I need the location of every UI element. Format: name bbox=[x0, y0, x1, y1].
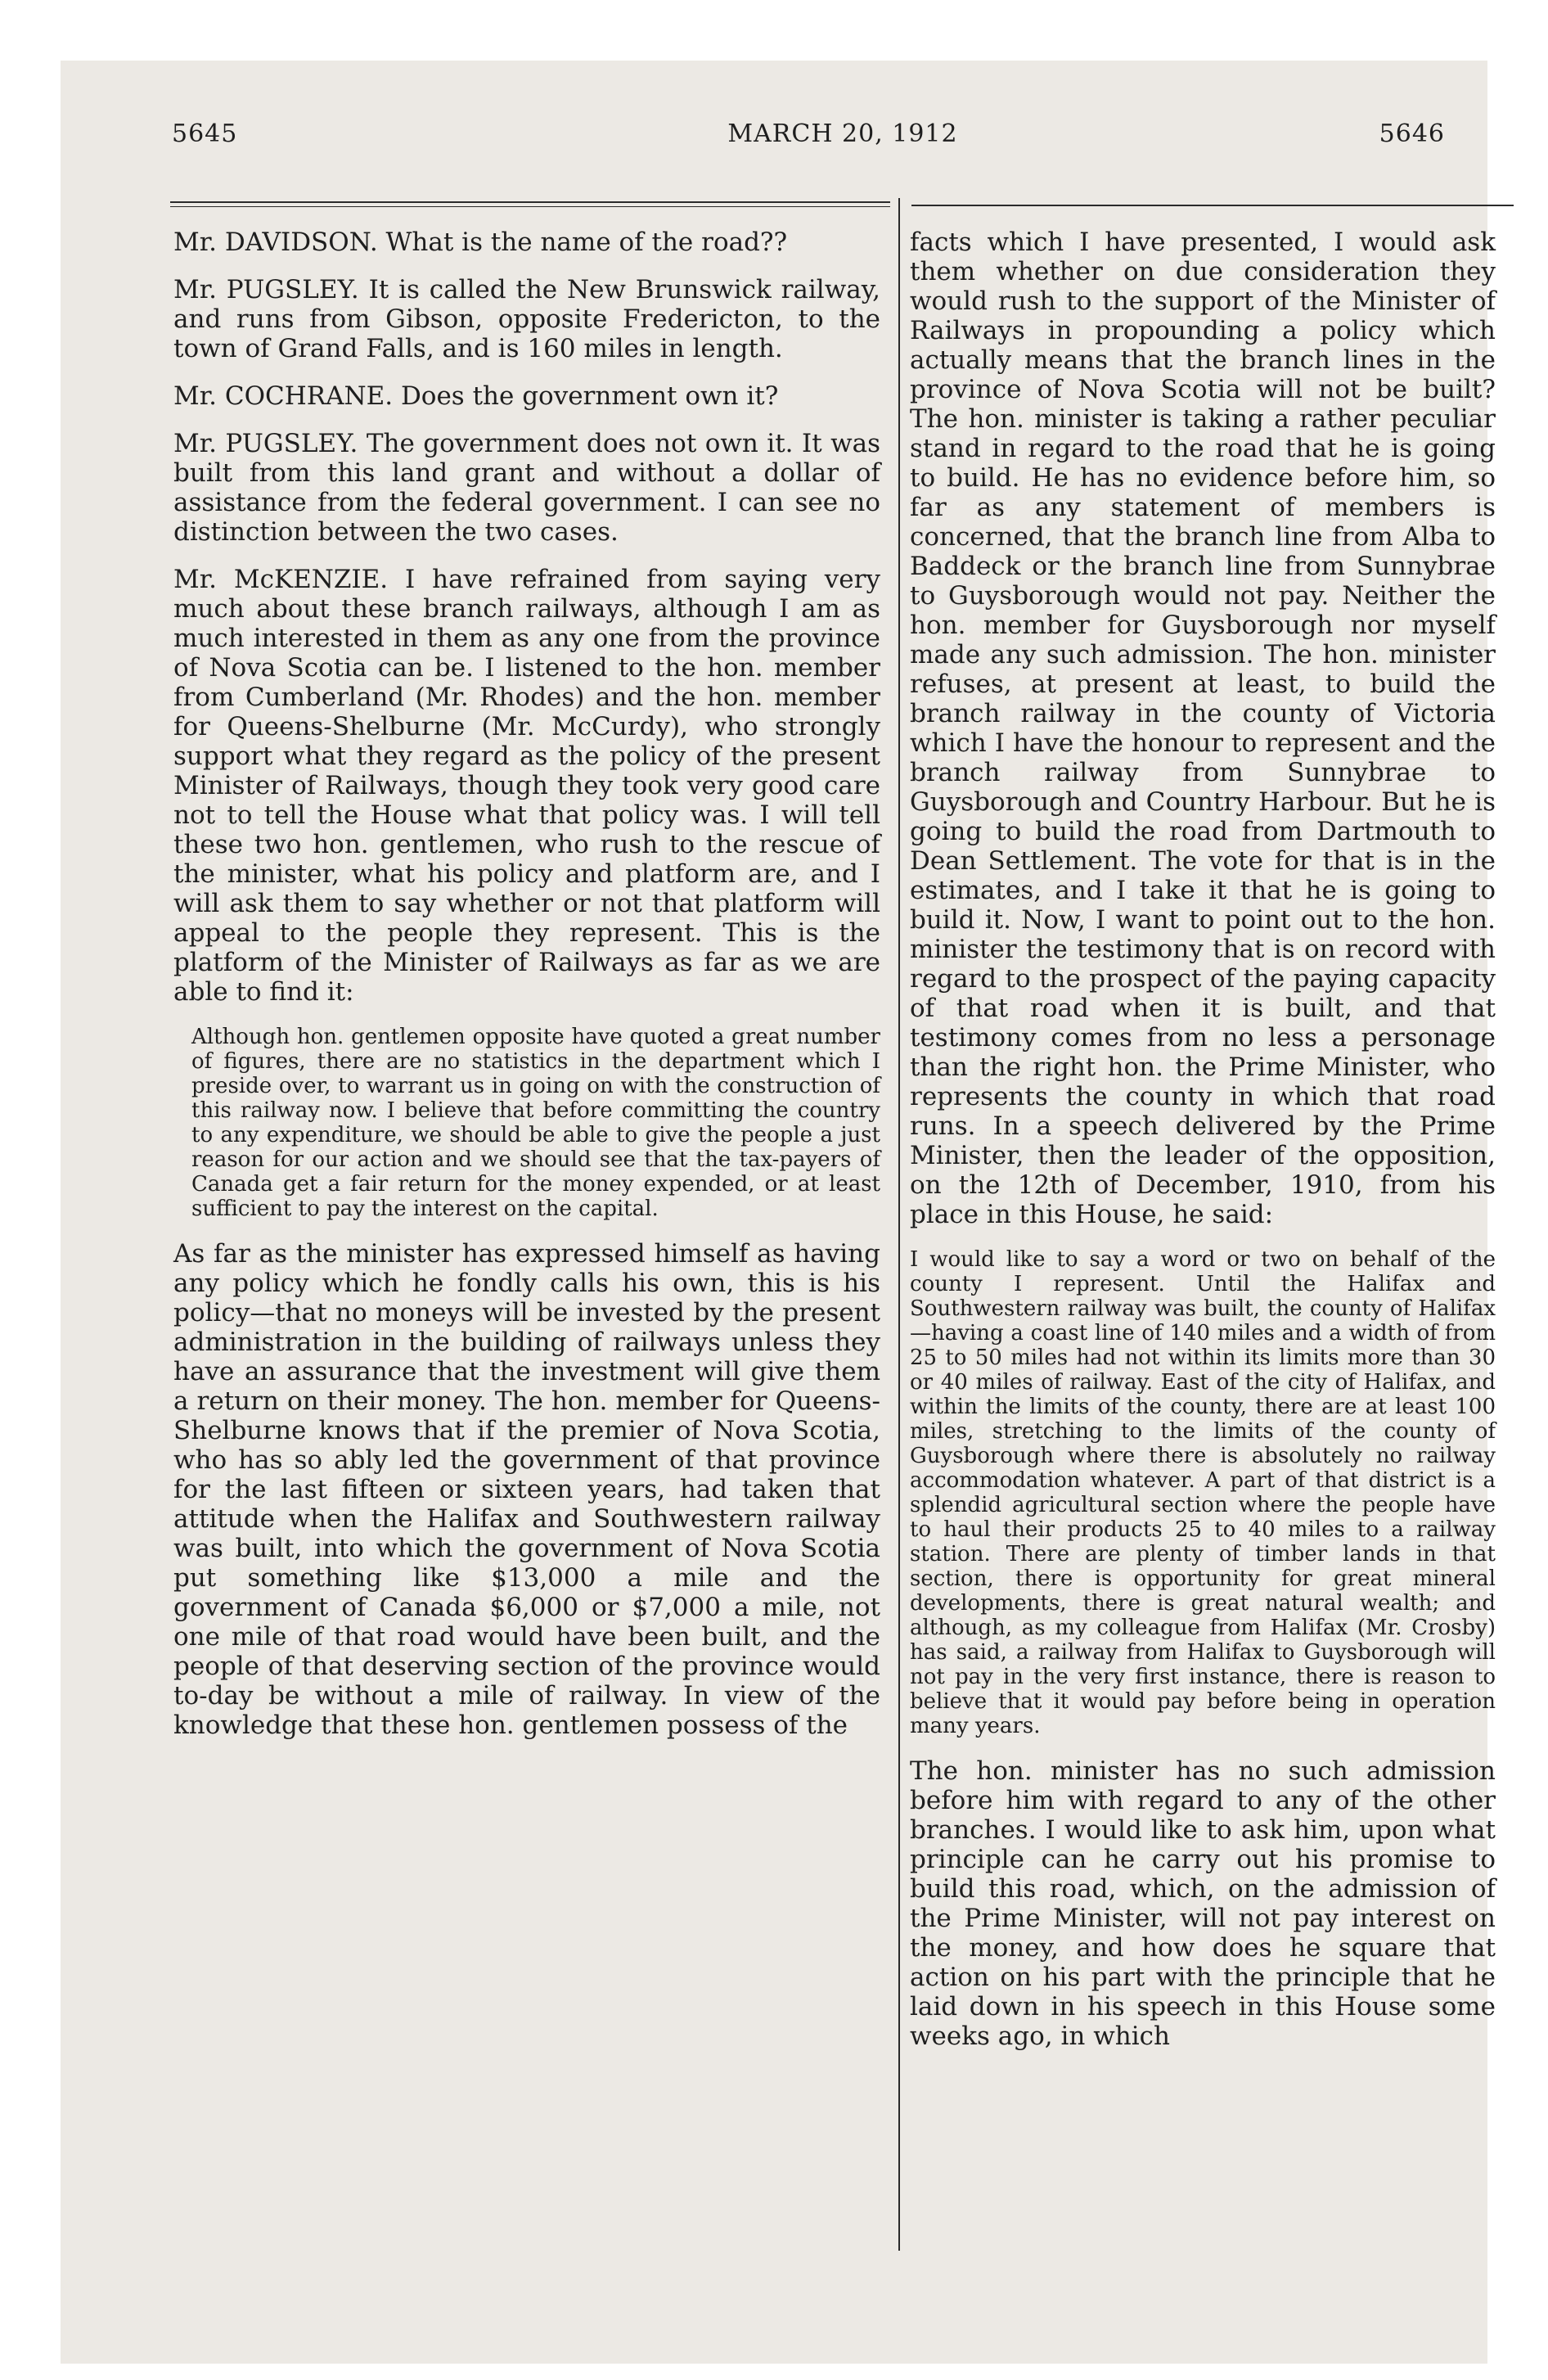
header-date: MARCH 20, 1912 bbox=[727, 119, 958, 148]
paragraph-minister-policy: As far as the minister has expressed himself as having any policy which he fondly calls his own, this is his policy—that no moneys will be invested by the present administration in the building of railways unless they have an assurance that the investment will give them a return on their money. The hon. member for Queens-Shelburne knows that if the premier of Nova Scotia, who has so ably led the government of that province for the last fifteen or sixteen years, had taken that attitude when the Halifax and Southwestern railway was built, into which the government of Nova Scotia put something like $13,000 a mile and the government of Canada $6,000 or $7,000 a mile, not one mile of that road would have been built, and the people of that deserving section of the province would to-day be without a mile of railway. In view of the knowledge that these hon. gentlemen possess of the bbox=[173, 1239, 880, 1740]
column-divider bbox=[898, 198, 900, 2251]
left-page-number: 5645 bbox=[172, 119, 238, 148]
quoted-prime-minister-speech: I would like to say a word or two on behalf of the county I represent. Until the Halifax and Southwestern railway was built, the county of Halifax—having a coast line of 140 miles and a width of from 25 to 50 miles had not within its limits more than 30 or 40 miles of railway. East of the city of Halifax, and within the limits of the county, there are at least 100 miles, stretching to the limits of the county of Guysborough where there is absolutely no railway accommodation whatever. A part of that district is a splendid agricultural section where the people have to haul their products 25 to 40 miles to a railway station. There are plenty of timber lands in that section, there is opportunity for great mineral developments, there is great natural wealth; and although, as my colleague from Halifax (Mr. Crosby) has said, a railway from Halifax to Guysborough will not pay in the very first instance, there is reason to believe that it would pay before being in operation many years. bbox=[910, 1247, 1496, 1738]
header-rule-right bbox=[911, 205, 1514, 206]
header-rule-left bbox=[170, 201, 890, 203]
left-column bbox=[173, 228, 880, 1758]
paragraph-mckenzie-speech: Mr. McKENZIE. I have refrained from saying very much about these branch railways, although I am as much interested in them as any one from the province of Nova Scotia can be. I listened to the hon. member from Cumberland (Mr. Rhodes) and the hon. member for Queens-Shelburne (Mr. McCurdy), who strongly support what they regard as the policy of the present Minister of Railways, though they took very good care not to tell the House what that policy was. I will tell these two hon. gentlemen, who rush to the rescue of the minister, what his policy and platform are, and I will ask them to say whether or not that platform will appeal to the people they represent. This is the platform of the Minister of Railways as far as we are able to find it: bbox=[173, 565, 880, 1007]
header-rule-left-thin bbox=[170, 206, 890, 207]
paragraph-continued-argument: facts which I have presented, I would ask them whether on due consideration they would rush to the support of the Minister of Railways in propounding a policy which actually means that the branch lines in the province of Nova Scotia will not be built? The hon. minister is taking a rather peculiar stand in regard to the road that he is going to build. He has no evidence before him, so far as any statement of members is concerned, that the branch line from Alba to Baddeck or the branch line from Sunnybrae to Guysborough would not pay. Neither the hon. member for Guysborough nor myself made any such admission. The hon. minister refuses, at present at least, to build the branch railway in the county of Victoria which I have the honour to represent and the branch railway from Sunnybrae to Guysborough and Country Harbour. But he is going to build the road from Dartmouth to Dean Settlement. The vote for that is in the estimates, and I take it that he is going to build it. Now, I want to point out to the hon. minister the testimony that is on record with regard to the prospect of the paying capacity of that road when it is built, and that testimony comes from no less a personage than the right hon. the Prime Minister, who represents the county in which that road runs. In a speech delivered by the Prime Minister, then the leader of the opposition, on the 12th of December, 1910, from his place in this House, he said: bbox=[910, 228, 1496, 1229]
right-page-number: 5646 bbox=[1379, 119, 1445, 148]
paragraph-closing-question: The hon. minister has no such admission before him with regard to any of the other branches. I would like to ask him, upon what principle can he carry out his promise to build this road, which, on the admission of the Prime Minister, will not pay interest on the money, and how does he square that action on his part with the principle that he laid down in his speech in this House some weeks ago, in which bbox=[910, 1756, 1496, 2051]
right-column bbox=[910, 228, 1496, 2069]
paragraph-davidson-question: Mr. DAVIDSON. What is the name of the road?? bbox=[173, 228, 788, 257]
hansard-page bbox=[103, 74, 1496, 2251]
quoted-minister-statement: Although hon. gentlemen opposite have quoted a great number of figures, there are no statistics in the department which I preside over, to warrant us in going on with the construction of this railway now. I believe that before committing the country to any expenditure, we should be able to give the people a just reason for our action and we should see that the tax-payers of Canada get a fair return for the money expended, or at least sufficient to pay the interest on the capital. bbox=[191, 1025, 880, 1221]
paragraph-pugsley-reply: Mr. PUGSLEY. The government does not own it. It was built from this land grant and without a dollar of assistance from the federal government. I can see no distinction between the two cases. bbox=[173, 429, 880, 547]
page-header bbox=[172, 119, 1514, 169]
paragraph-pugsley-answer: Mr. PUGSLEY. It is called the New Brunswick railway, and runs from Gibson, opposite Fredericton, to the town of Grand Falls, and is 160 miles in length. bbox=[173, 275, 880, 363]
paragraph-cochrane-question: Mr. COCHRANE. Does the government own it? bbox=[173, 381, 779, 411]
